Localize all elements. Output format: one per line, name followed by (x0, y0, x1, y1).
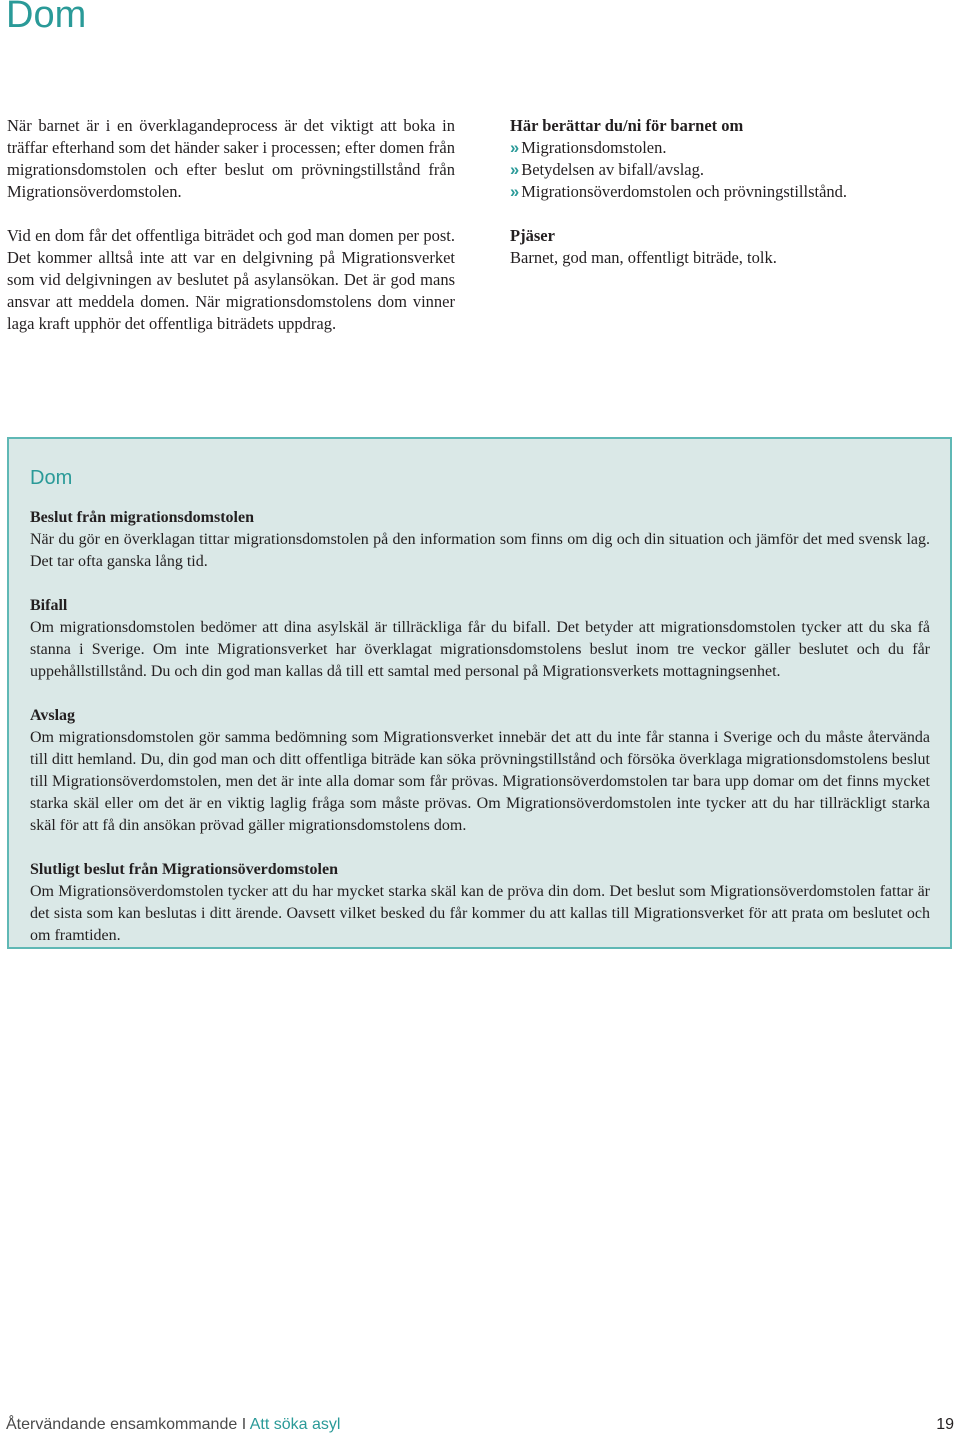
intro-paragraph: När barnet är i en överklagandeprocess är det viktigt att boka in träffar efterhand som det händer saker i processen; efter domen från migrationsdomstolen och efter beslut om prövningstillstånd från Migrationsöverdomstolen. (7, 116, 455, 201)
box-section (30, 595, 930, 683)
pieces-text: Barnet, god man, offentligt biträde, tolk. (510, 248, 777, 267)
page-number: 19 (936, 1416, 954, 1433)
box-section (30, 859, 930, 947)
footer-separator: I (241, 1416, 247, 1433)
list-item-text: Migrationsdomstolen. (521, 138, 667, 157)
list-item-text: Migrationsöverdomstolen och prövningstillstånd. (521, 182, 848, 201)
list-item-text: Betydelsen av bifall/avslag. (521, 160, 705, 179)
box-section (30, 705, 930, 837)
verdict-info-box (7, 437, 952, 949)
section-text: Om Migrationsöverdomstolen tycker att du har mycket starka skäl kan de pröva din dom. Det beslut som Migrationsöverdomstolen fattar är det sista som kan beslutas i ditt ärende. Oavsett vilket besked du får kommer du att kallas till Migrationsverket för att prata om beslutet och om framtiden. (30, 883, 930, 944)
page-title: Dom (6, 0, 87, 36)
double-chevron-right-icon: » (510, 183, 520, 201)
list-item (510, 181, 950, 203)
page-footer (6, 1416, 954, 1434)
talking-points-heading: Här berättar du/ni för barnet om (510, 116, 744, 135)
pieces-heading: Pjäser (510, 226, 555, 245)
double-chevron-right-icon: » (510, 139, 520, 157)
section-heading: Slutligt beslut från Migrationsöverdomstolen (30, 861, 338, 878)
section-text: När du gör en överklagan tittar migrationsdomstolen på den information som finns om dig och din situation och jämför det med svensk lag. Det tar ofta ganska lång tid. (30, 531, 930, 570)
box-title: Dom (30, 467, 73, 489)
double-chevron-right-icon: » (510, 161, 520, 179)
footer-section: Att söka asyl (249, 1416, 341, 1433)
list-item (510, 159, 950, 181)
talking-points-list (510, 137, 950, 203)
section-heading: Avslag (30, 707, 76, 724)
section-text: Om migrationsdomstolen bedömer att dina asylskäl är tillräckliga får du bifall. Det betyder att migrationsdomstolen tycker att du ska få stanna i Sverige. Om inte Migrationsverket har överklagat migrationsdomstolens beslut inom tre veckor gäller beslutet och du får uppehållstillstånd. Du och din god man kallas då till ett samtal med personal på Migrationsverkets mottagningsenhet. (30, 619, 930, 680)
talking-points-column (510, 115, 950, 269)
section-text: Om migrationsdomstolen gör samma bedömning som Migrationsverket innebär det att du inte får stanna i Sverige och du måste återvända till ditt hemland. Du, din god man och ditt offentliga biträde kan söka prövningstillstånd och försöka överklaga migrationsdomstolens beslut till Migrationsöverdomstolen, men det är inte alla domar som får prövas. Migrationsöverdomstolen tar bara upp domar om det finns mycket starka skäl eller om det är en viktig laglig fråga som måste prövas. Om Migrationsöverdomstolen inte tycker att du har tillräckligt starka skäl för att få din ansökan prövad gäller migrationsdomstolens dom. (30, 729, 930, 834)
intro-column (7, 115, 455, 357)
intro-paragraph: Vid en dom får det offentliga biträdet och god man domen per post. Det kommer alltså inte att var en delgivning på Migrationsverket som vid delgivningen av beslutet på asylansökan. Det är god mans ansvar att meddela domen. När migrationsdomstolens dom vinner laga kraft upphör det offentliga biträdets uppdrag. (7, 226, 455, 333)
section-heading: Beslut från migrationsdomstolen (30, 509, 254, 526)
footer-publication: Återvändande ensamkommande (6, 1416, 238, 1433)
section-heading: Bifall (30, 597, 68, 614)
list-item (510, 137, 950, 159)
box-section (30, 507, 930, 573)
